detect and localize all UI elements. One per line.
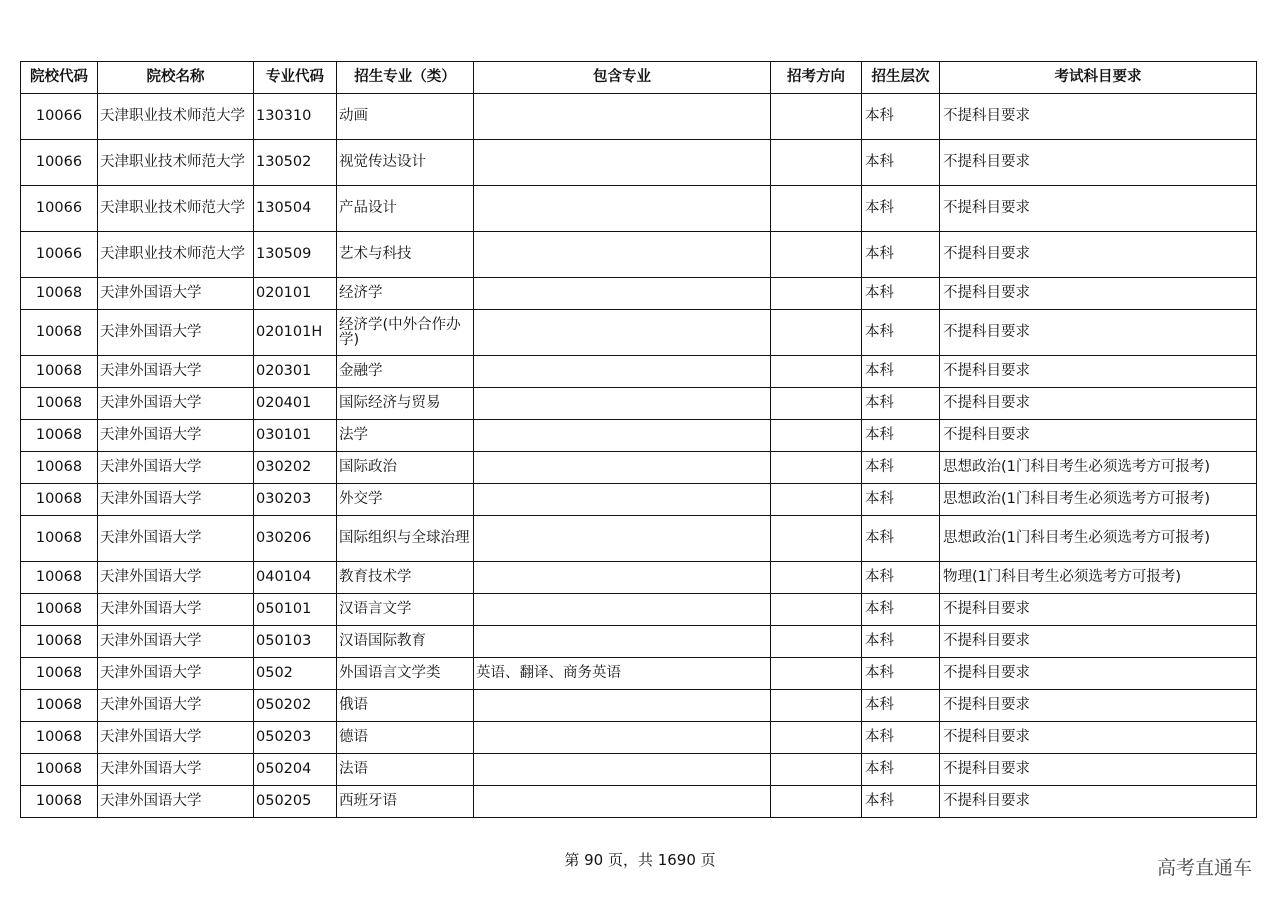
table-row (21, 786, 1257, 818)
cell-subject-requirements: 不提科目要求 (940, 786, 1257, 818)
cell-school-code: 10068 (21, 484, 98, 516)
cell-direction (771, 388, 862, 420)
cell-major-code: 130504 (254, 186, 337, 232)
cell-major-name: 俄语 (337, 690, 474, 722)
cell-subject-requirements: 不提科目要求 (940, 594, 1257, 626)
cell-major-name: 动画 (337, 94, 474, 140)
cell-direction (771, 786, 862, 818)
cell-school-name: 天津外国语大学 (98, 516, 254, 562)
cell-school-name: 天津外国语大学 (98, 658, 254, 690)
cell-subject-requirements: 不提科目要求 (940, 310, 1257, 356)
cell-subject-requirements: 不提科目要求 (940, 140, 1257, 186)
cell-school-code: 10068 (21, 356, 98, 388)
cell-included-majors (474, 754, 771, 786)
cell-included-majors (474, 232, 771, 278)
cell-direction (771, 516, 862, 562)
table-row (21, 310, 1257, 356)
cell-subject-requirements: 不提科目要求 (940, 420, 1257, 452)
cell-level: 本科 (862, 658, 940, 690)
cell-major-code: 050101 (254, 594, 337, 626)
table-row (21, 140, 1257, 186)
table-row (21, 626, 1257, 658)
cell-direction (771, 658, 862, 690)
cell-major-name: 汉语言文学 (337, 594, 474, 626)
cell-major-name: 外交学 (337, 484, 474, 516)
table-row (21, 722, 1257, 754)
cell-school-code: 10068 (21, 516, 98, 562)
cell-subject-requirements: 不提科目要求 (940, 232, 1257, 278)
cell-included-majors (474, 420, 771, 452)
cell-major-code: 040104 (254, 562, 337, 594)
cell-school-name: 天津外国语大学 (98, 722, 254, 754)
cell-level: 本科 (862, 388, 940, 420)
cell-school-code: 10066 (21, 140, 98, 186)
cell-subject-requirements: 思想政治(1门科目考生必须选考方可报考) (940, 452, 1257, 484)
cell-included-majors (474, 452, 771, 484)
cell-major-code: 020301 (254, 356, 337, 388)
table-row (21, 516, 1257, 562)
table-row (21, 420, 1257, 452)
cell-school-code: 10066 (21, 94, 98, 140)
cell-direction (771, 232, 862, 278)
cell-direction (771, 356, 862, 388)
cell-school-name: 天津外国语大学 (98, 594, 254, 626)
cell-subject-requirements: 思想政治(1门科目考生必须选考方可报考) (940, 516, 1257, 562)
cell-included-majors (474, 140, 771, 186)
cell-school-name: 天津职业技术师范大学 (98, 140, 254, 186)
cell-school-code: 10068 (21, 278, 98, 310)
cell-major-name: 教育技术学 (337, 562, 474, 594)
header-direction: 招考方向 (771, 62, 862, 94)
header-major-name: 招生专业（类） (337, 62, 474, 94)
cell-included-majors (474, 562, 771, 594)
cell-major-name: 法语 (337, 754, 474, 786)
table-row (21, 232, 1257, 278)
cell-level: 本科 (862, 594, 940, 626)
cell-level: 本科 (862, 516, 940, 562)
table-row (21, 658, 1257, 690)
cell-direction (771, 452, 862, 484)
header-major-code: 专业代码 (254, 62, 337, 94)
cell-major-code: 0502 (254, 658, 337, 690)
cell-included-majors (474, 186, 771, 232)
cell-school-code: 10068 (21, 310, 98, 356)
cell-major-code: 130509 (254, 232, 337, 278)
cell-level: 本科 (862, 690, 940, 722)
cell-major-code: 050203 (254, 722, 337, 754)
header-level: 招生层次 (862, 62, 940, 94)
cell-major-name: 经济学 (337, 278, 474, 310)
table-row (21, 452, 1257, 484)
cell-major-code: 130502 (254, 140, 337, 186)
cell-school-name: 天津外国语大学 (98, 562, 254, 594)
cell-school-name: 天津职业技术师范大学 (98, 232, 254, 278)
cell-school-code: 10066 (21, 186, 98, 232)
header-school-code: 院校代码 (21, 62, 98, 94)
cell-school-name: 天津外国语大学 (98, 310, 254, 356)
cell-major-name: 视觉传达设计 (337, 140, 474, 186)
page-number: 第 90 页，共 1690 页 (564, 851, 716, 869)
cell-subject-requirements: 物理(1门科目考生必须选考方可报考) (940, 562, 1257, 594)
cell-direction (771, 94, 862, 140)
cell-major-code: 020101 (254, 278, 337, 310)
cell-subject-requirements: 不提科目要求 (940, 388, 1257, 420)
cell-major-name: 国际政治 (337, 452, 474, 484)
cell-major-code: 030203 (254, 484, 337, 516)
cell-included-majors (474, 690, 771, 722)
cell-school-code: 10068 (21, 452, 98, 484)
cell-subject-requirements: 思想政治(1门科目考生必须选考方可报考) (940, 484, 1257, 516)
cell-major-name: 金融学 (337, 356, 474, 388)
cell-subject-requirements: 不提科目要求 (940, 94, 1257, 140)
cell-direction (771, 140, 862, 186)
cell-subject-requirements: 不提科目要求 (940, 356, 1257, 388)
cell-school-name: 天津职业技术师范大学 (98, 186, 254, 232)
cell-level: 本科 (862, 356, 940, 388)
cell-direction (771, 626, 862, 658)
cell-school-code: 10068 (21, 722, 98, 754)
cell-included-majors (474, 94, 771, 140)
cell-direction (771, 690, 862, 722)
cell-level: 本科 (862, 562, 940, 594)
cell-major-code: 020401 (254, 388, 337, 420)
cell-major-name: 外国语言文学类 (337, 658, 474, 690)
cell-level: 本科 (862, 232, 940, 278)
admission-requirements-table (20, 61, 1257, 818)
cell-major-code: 030206 (254, 516, 337, 562)
cell-direction (771, 278, 862, 310)
cell-included-majors (474, 484, 771, 516)
cell-major-name: 国际经济与贸易 (337, 388, 474, 420)
cell-major-code: 050103 (254, 626, 337, 658)
cell-school-name: 天津外国语大学 (98, 452, 254, 484)
cell-major-name: 西班牙语 (337, 786, 474, 818)
cell-major-name: 法学 (337, 420, 474, 452)
cell-level: 本科 (862, 278, 940, 310)
cell-included-majors (474, 356, 771, 388)
cell-included-majors (474, 626, 771, 658)
cell-subject-requirements: 不提科目要求 (940, 658, 1257, 690)
cell-level: 本科 (862, 94, 940, 140)
cell-major-code: 130310 (254, 94, 337, 140)
table-row (21, 278, 1257, 310)
cell-included-majors (474, 594, 771, 626)
table-row (21, 562, 1257, 594)
cell-school-name: 天津外国语大学 (98, 786, 254, 818)
cell-level: 本科 (862, 452, 940, 484)
cell-major-code: 030101 (254, 420, 337, 452)
cell-major-name: 产品设计 (337, 186, 474, 232)
cell-subject-requirements: 不提科目要求 (940, 278, 1257, 310)
cell-school-code: 10068 (21, 786, 98, 818)
table-row (21, 356, 1257, 388)
header-included-majors: 包含专业 (474, 62, 771, 94)
table-header-row (21, 62, 1257, 94)
cell-major-name: 艺术与科技 (337, 232, 474, 278)
cell-direction (771, 420, 862, 452)
cell-school-name: 天津外国语大学 (98, 484, 254, 516)
cell-included-majors (474, 388, 771, 420)
cell-school-code: 10066 (21, 232, 98, 278)
cell-major-code: 050202 (254, 690, 337, 722)
cell-included-majors (474, 516, 771, 562)
cell-major-code: 050204 (254, 754, 337, 786)
table-body (21, 94, 1257, 818)
cell-included-majors: 英语、翻译、商务英语 (474, 658, 771, 690)
cell-major-code: 050205 (254, 786, 337, 818)
cell-subject-requirements: 不提科目要求 (940, 690, 1257, 722)
cell-school-code: 10068 (21, 420, 98, 452)
cell-school-code: 10068 (21, 562, 98, 594)
cell-major-code: 020101H (254, 310, 337, 356)
cell-level: 本科 (862, 310, 940, 356)
cell-direction (771, 562, 862, 594)
cell-direction (771, 754, 862, 786)
cell-direction (771, 594, 862, 626)
cell-major-name: 经济学(中外合作办学) (337, 310, 474, 356)
cell-level: 本科 (862, 722, 940, 754)
table-row (21, 690, 1257, 722)
cell-school-code: 10068 (21, 594, 98, 626)
cell-direction (771, 310, 862, 356)
cell-subject-requirements: 不提科目要求 (940, 626, 1257, 658)
header-subject-requirements: 考试科目要求 (940, 62, 1257, 94)
watermark: 高考直通车 (1156, 857, 1252, 879)
cell-level: 本科 (862, 140, 940, 186)
cell-school-name: 天津外国语大学 (98, 690, 254, 722)
table-row (21, 388, 1257, 420)
cell-level: 本科 (862, 420, 940, 452)
cell-included-majors (474, 786, 771, 818)
header-school-name: 院校名称 (98, 62, 254, 94)
cell-subject-requirements: 不提科目要求 (940, 722, 1257, 754)
cell-level: 本科 (862, 484, 940, 516)
table-row (21, 594, 1257, 626)
cell-school-name: 天津外国语大学 (98, 388, 254, 420)
cell-included-majors (474, 278, 771, 310)
cell-level: 本科 (862, 626, 940, 658)
cell-school-code: 10068 (21, 626, 98, 658)
cell-school-code: 10068 (21, 388, 98, 420)
cell-major-name: 国际组织与全球治理 (337, 516, 474, 562)
cell-included-majors (474, 310, 771, 356)
table-row (21, 484, 1257, 516)
cell-major-name: 德语 (337, 722, 474, 754)
cell-direction (771, 484, 862, 516)
cell-major-name: 汉语国际教育 (337, 626, 474, 658)
cell-school-name: 天津外国语大学 (98, 420, 254, 452)
cell-subject-requirements: 不提科目要求 (940, 186, 1257, 232)
cell-major-code: 030202 (254, 452, 337, 484)
cell-direction (771, 186, 862, 232)
cell-school-code: 10068 (21, 658, 98, 690)
cell-school-name: 天津外国语大学 (98, 278, 254, 310)
cell-school-code: 10068 (21, 754, 98, 786)
cell-school-name: 天津外国语大学 (98, 626, 254, 658)
cell-school-name: 天津职业技术师范大学 (98, 94, 254, 140)
cell-school-name: 天津外国语大学 (98, 356, 254, 388)
cell-level: 本科 (862, 786, 940, 818)
cell-school-code: 10068 (21, 690, 98, 722)
cell-school-name: 天津外国语大学 (98, 754, 254, 786)
table-row (21, 186, 1257, 232)
cell-included-majors (474, 722, 771, 754)
table-row (21, 754, 1257, 786)
table-row (21, 94, 1257, 140)
cell-direction (771, 722, 862, 754)
cell-level: 本科 (862, 186, 940, 232)
cell-subject-requirements: 不提科目要求 (940, 754, 1257, 786)
cell-level: 本科 (862, 754, 940, 786)
